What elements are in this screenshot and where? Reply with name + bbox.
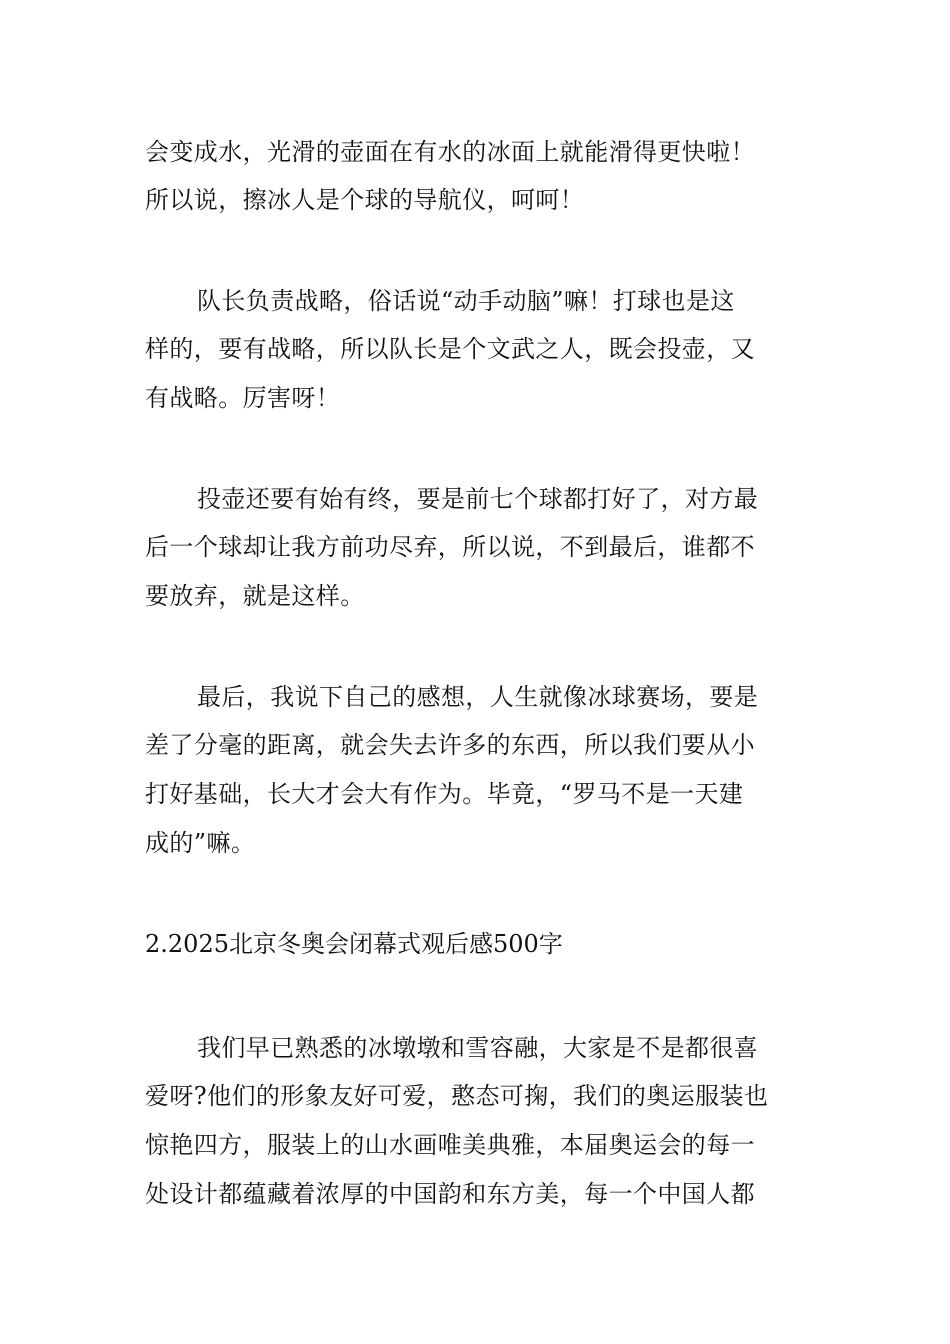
paragraph-line: 我们早已熟悉的冰墩墩和雪容融，大家是不是都很喜 bbox=[197, 1034, 759, 1062]
paragraph-line: 后一个球却让我方前功尽弃，所以说，不到最后，谁都不 bbox=[145, 533, 755, 561]
paragraph-line: 爱呀?他们的形象友好可爱，憨态可掬，我们的奥运服装也 bbox=[145, 1082, 769, 1110]
paragraph-line: 所以说，擦冰人是个球的导航仪，呵呵！ bbox=[145, 186, 585, 214]
paragraph-line: 打好基础，长大才会大有作为。毕竟，“罗马不是一天建 bbox=[145, 780, 744, 808]
paragraph-line: 队长负责战略，俗话说“动手动脑”嘛！打球也是这 bbox=[197, 287, 735, 315]
paragraph-line: 惊艳四方，服装上的山水画唯美典雅，本届奥运会的每一 bbox=[145, 1131, 755, 1159]
paragraph-line: 要放弃，就是这样。 bbox=[145, 582, 365, 610]
section-heading: 2.2025北京冬奥会闭幕式观后感500字 bbox=[145, 930, 563, 958]
paragraph-line: 成的”嘛。 bbox=[145, 829, 256, 857]
paragraph-line: 差了分毫的距离，就会失去许多的东西，所以我们要从小 bbox=[145, 731, 755, 759]
paragraph-line: 处设计都蕴藏着浓厚的中国韵和东方美，每一个中国人都 bbox=[145, 1180, 755, 1208]
paragraph-line: 会变成水，光滑的壶面在有水的冰面上就能滑得更快啦！ bbox=[145, 138, 755, 166]
paragraph-line: 有战略。厉害呀！ bbox=[145, 384, 341, 412]
paragraph-line: 投壶还要有始有终，要是前七个球都打好了，对方最 bbox=[197, 485, 759, 513]
paragraph-line: 最后，我说下自己的感想，人生就像冰球赛场，要是 bbox=[197, 683, 759, 711]
paragraph-line: 样的，要有战略，所以队长是个文武之人，既会投壶，又 bbox=[145, 335, 755, 363]
